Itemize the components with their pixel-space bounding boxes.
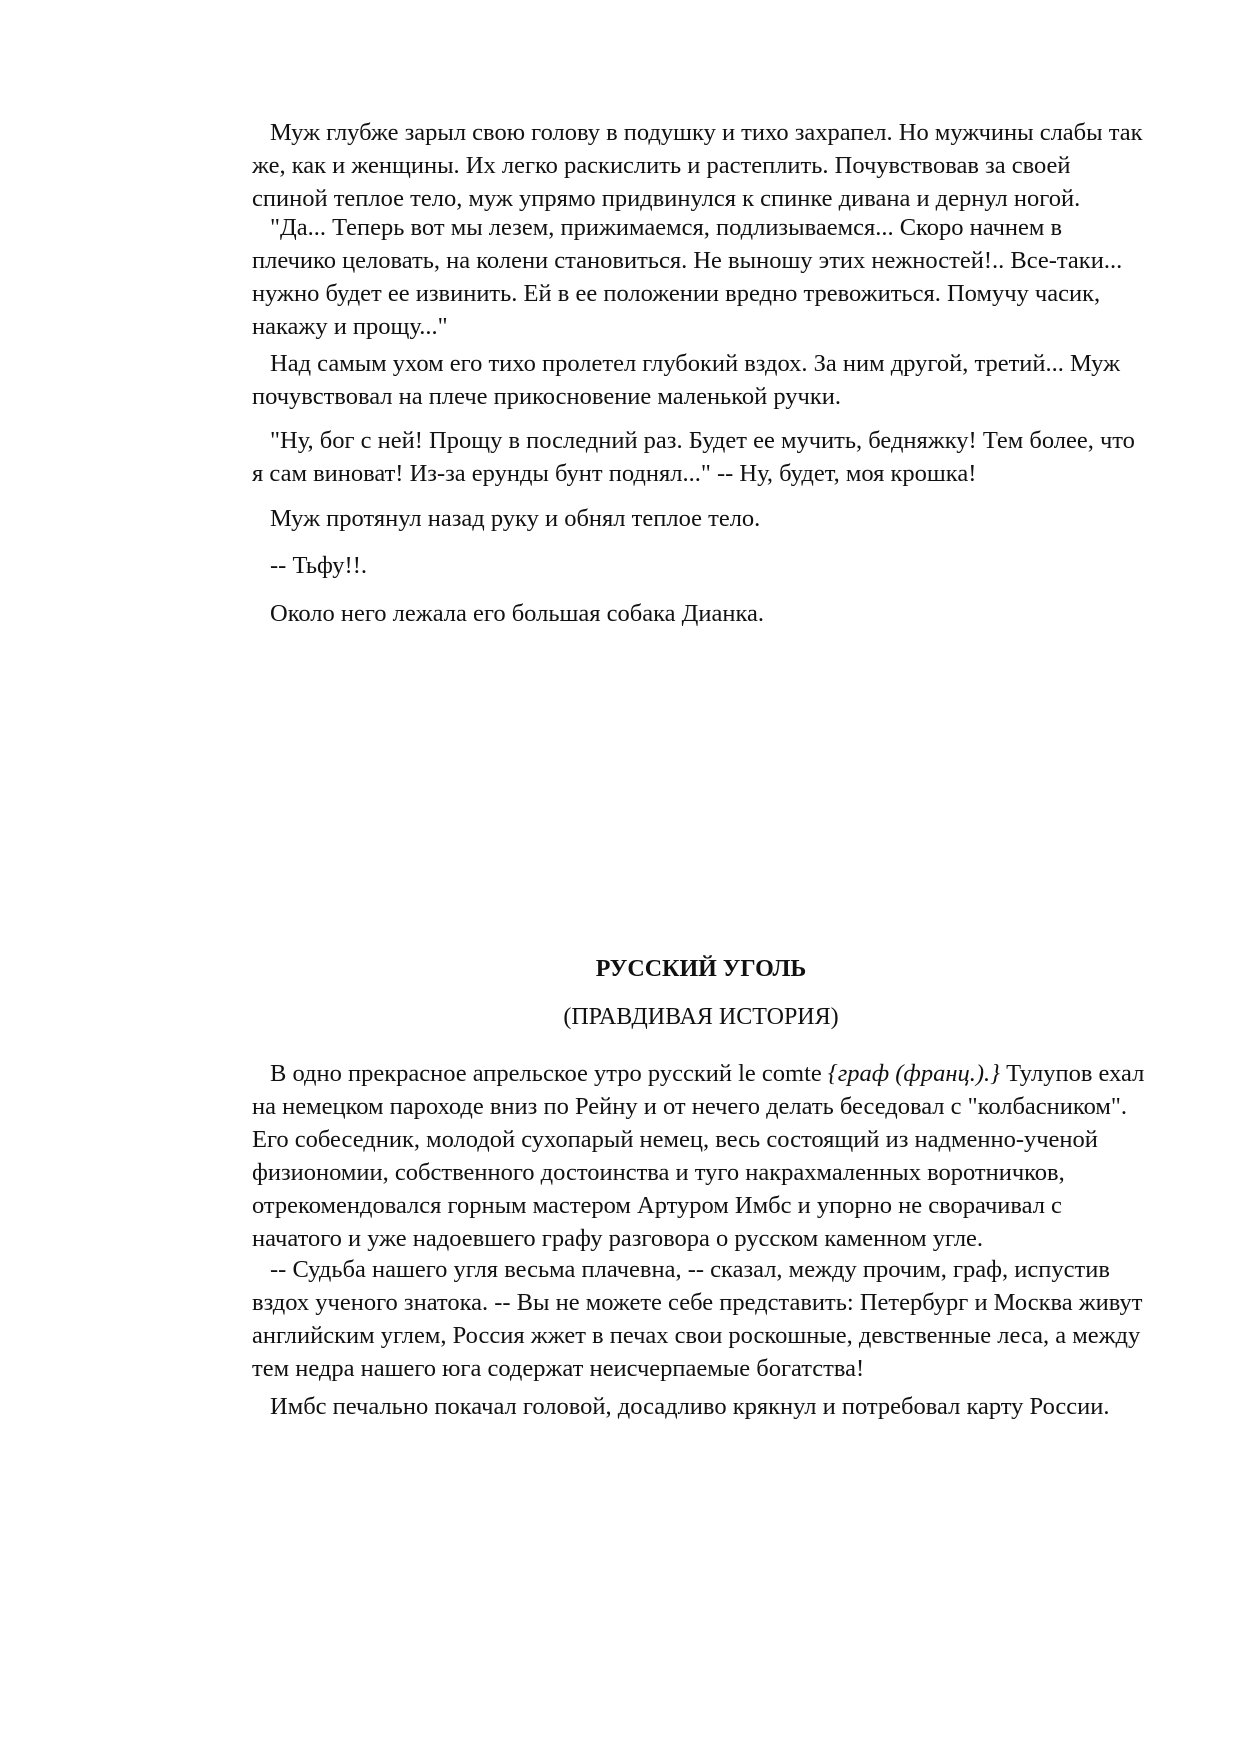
translation-note: {граф (франц.).} xyxy=(827,1060,1000,1087)
paragraph: "Ну, бог с ней! Прощу в последний раз. Будет ее мучить, бедняжку! Тем более, что я сам виноват! Из-за ерунды бунт поднял..." -- Ну, будет, моя крошка! xyxy=(252,427,1135,487)
paragraph xyxy=(252,1057,1150,1255)
paragraph: Муж протянул назад руку и обнял теплое тело. xyxy=(270,505,761,532)
paragraph: Около него лежала его большая собака Дианка. xyxy=(270,600,764,627)
paragraph: Муж глубже зарыл свою голову в подушку и тихо захрапел. Но мужчины слабы так же, как и женщины. Их легко раскислить и растеплить. Почувствовав за своей спиной теплое тело, муж упрямо придвинулся к спинке дивана и дернул ногой. xyxy=(252,119,1143,212)
paragraph-text: Тулупов ехал на немецком пароходе вниз по Рейну и от нечего делать беседовал с "колбасником". Его собеседник, молодой сухопарый немец, весь состоящий из надменно-ученой физиономии, собственного достоинства и туго накрахмаленных воротничков, отрекомендовался горным мастером Артуром Имбс и упорно не сворачивал с начатого и уже надоевшего графу разговора о русском каменном угле. xyxy=(252,1060,1145,1252)
paragraph: Имбс печально покачал головой, досадливо крякнул и потребовал карту России. xyxy=(270,1393,1110,1420)
paragraph-text: В одно прекрасное апрельское утро русский le comte xyxy=(270,1060,828,1087)
paragraph: "Да... Теперь вот мы лезем, прижимаемся, подлизываемся... Скоро начнем в плечико целовать, на колени становиться. Не выношу этих нежностей!.. Все-таки... нужно будет ее извинить. Ей в ее положении вредно тревожиться. Помучу часик, накажу и прощу..." xyxy=(252,214,1123,340)
paragraph: -- Судьба нашего угля весьма плачевна, -- сказал, между прочим, граф, испустив вздох ученого знатока. -- Вы не можете себе представить: Петербург и Москва живут английским углем, Россия жжет в печах свои роскошные, девственные леса, а между тем недра нашего юга содержат неисчерпаемые богатства! xyxy=(252,1256,1143,1382)
story-title: РУССКИЙ УГОЛЬ xyxy=(595,956,807,982)
paragraph: -- Тьфу!!. xyxy=(270,552,367,579)
story-subtitle: (ПРАВДИВАЯ ИСТОРИЯ) xyxy=(563,1004,839,1030)
paragraph: Над самым ухом его тихо пролетел глубокий вздох. За ним другой, третий... Муж почувствовал на плече прикосновение маленькой ручки. xyxy=(252,350,1121,410)
